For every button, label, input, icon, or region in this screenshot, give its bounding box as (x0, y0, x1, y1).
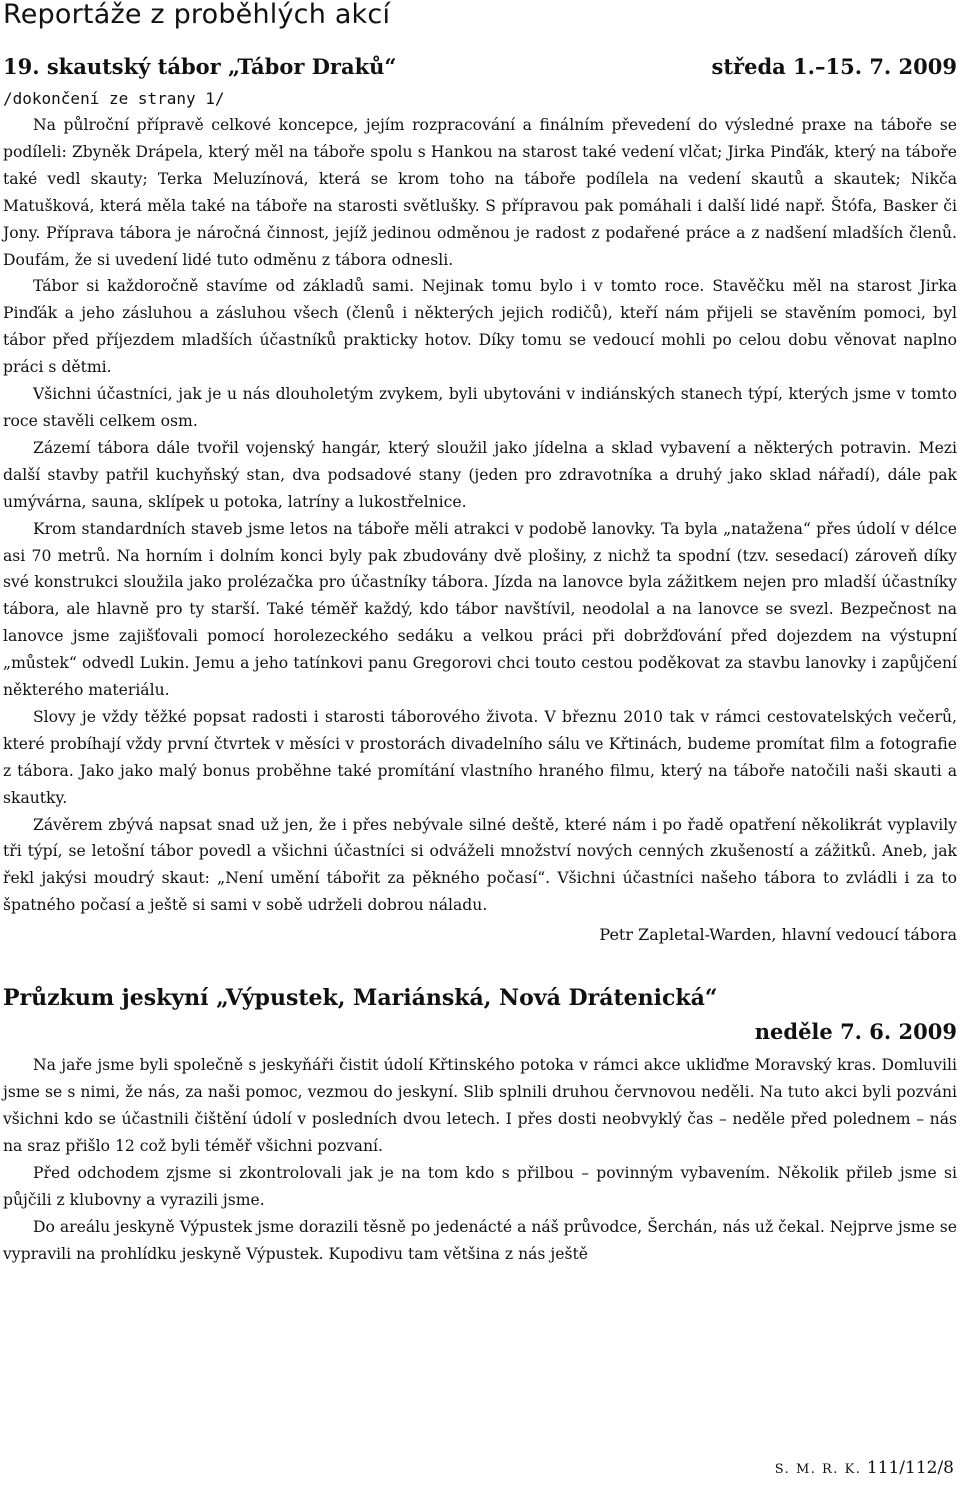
article1-paragraph: Tábor si každoročně stavíme od základů sami. Nejinak tomu bylo i v tomto roce. Stavěčku měl na starost Jirka Pinďák a jeho zásluhou a zásluhou všech (členů i některých jejich rodičů), kteří nám přijeli se stavěním pomoci, byl tábor před příjezdem mladších účastníků prakticky hotov. Díky tomu se vedoucí mohli po celou dobu věnovat naplno práci s dětmi. (3, 277, 957, 377)
page-number: 111/112/8 (866, 1458, 954, 1478)
publication-name: S. M. R. K. (774, 1462, 862, 1477)
article2-paragraph: Na jaře jsme byli společně s jeskyňáři čistit údolí Křtinského potoka v rámci akce ukliďme Moravský kras. Domluvili jsme se s nimi, že nás, za naši pomoc, vezmou do jeskyní. Slib splnili druhou červnovou neděli. Na tuto akci byli pozváni všichni kdo se účastnili čištění údolí v posledních dvou letech. I přes dosti neobvyklý čas – neděle před polednem – nás na sraz přišlo 12 což byli téměř všichni pozvaní. (3, 1056, 957, 1155)
article2-paragraph: Do areálu jeskyně Výpustek jsme dorazili těsně po jedenácté a náš průvodce, Šerchán, nás už čekal. Nejprve jsme se vypravili na prohlídku jeskyně Výpustek. Kupodivu tam většina z nás ještě (3, 1217, 957, 1263)
article2-paragraph: Před odchodem zjsme si zkontrolovali jak je na tom kdo s přilbou – povinným vybavením. Několik přileb jsme si půjčili z klubovny a vyrazili jsme. (3, 1163, 957, 1209)
article2-title: Průzkum jeskyní „Výpustek, Mariánská, Nová Drátenická“ (3, 985, 718, 1012)
article1-paragraph: Závěrem zbývá napsat snad už jen, že i přes nebývale silné deště, které nám i po řadě opatření několikrát vyplavily tři týpí, se letošní tábor povedl a všichni účastníci si odváželi množství nových cenných zkušeností a zážitků. Aneb, jak řekl jakýsi moudrý skaut: „Není umění tábořit za pěkného počasí“. Všichni účastníci našeho tábora to zvládli i za to špatného počasí a ještě si sami v sobě udrželi dobrou náladu. (3, 815, 957, 915)
article1-paragraph: Krom standardních staveb jsme letos na táboře měli atrakci v podobě lanovky. Ta byla „natažena“ přes údolí v délce asi 70 metrů. Na horním i dolním konci byly pak zbudovány dvě plošiny, z nichž ta spodní (tzv. sesedací) zároveň díky své konstrukci sloužila jako prolézačka pro účastníky tábora. Jízda na lanovce byla zážitkem nejen pro mladší účastníky tábora, ale hlavně pro ty starší. Také téměř každý, kdo tábor navštívil, neodolal a na lanovce se svezl. Bezpečnost na lanovce jsme zajišťovali pomocí horolezeckého sedáku a velkou práci při dobržďování před dojezdem na výstupní „můstek“ odvedl Lukin. Jemu a jeho tatínkovi panu Gregorovi chci touto cestou poděkovat za stavbu lanovky i zapůjčení některého materiálu. (3, 519, 957, 700)
article1-body (3, 112, 957, 919)
article1-paragraph: Na půlroční přípravě celkové koncepce, jejím rozpracování a finálním převedení do výsledné praxe na táboře se podíleli: Zbyněk Drápela, který měl na táboře spolu s Hankou na starost také vedení vlčat; Jirka Pinďák, který na táboře také vedl skauty; Terka Meluzínová, která se krom toho na táboře podílela na vedení skautů a skautek; Nikča Matušková, která měla také na táboře na starosti světlušky. S přípravou pak pomáhali i další lidé např. Štófa, Basker či Jony. Příprava tábora je náročná činnost, jejíž jedinou odměnou je radost z podařené práce a z nadšení mladších členů. Doufám, že si uvedení lidé tuto odměnu z tábora odnesli. (3, 116, 957, 269)
article1-header (3, 54, 957, 84)
article1-title: 19. skautský tábor „Tábor Draků“ (3, 54, 397, 79)
continuation-note: /dokončení ze strany 1/ (3, 89, 225, 108)
article1-paragraph: Zázemí tábora dále tvořil vojenský hangár, který sloužil jako jídelna a sklad vybavení a některých potravin. Mezi další stavby patřil kuchyňský stan, dva podsadové stany (jeden pro zdravotníka a druhý jako sklad nářadí), dále pak umývárna, sauna, sklípek u potoka, latríny a lukostřelnice. (3, 438, 957, 511)
article2-date: neděle 7. 6. 2009 (754, 1019, 957, 1045)
article1-paragraph: Slovy je vždy těžké popsat radosti i starosti táborového života. V březnu 2010 tak v rámci cestovatelských večerů, které probíhají vždy první čtvrtek v měsíci v prostorách divadelního sálu ve Křtinách, budeme promítat film a fotografie z tábora. Jako jako malý bonus proběhne také promítání vlastního hraného filmu, který na táboře natočili naši skauti a skautky. (3, 707, 957, 807)
section-title: Reportáže z proběhlých akcí (3, 0, 391, 30)
document-page (3, 0, 957, 1267)
article2-body (3, 1052, 957, 1267)
page-footer (775, 1458, 954, 1478)
article1-date: středa 1.–15. 7. 2009 (711, 54, 957, 79)
article1-paragraph: Všichni účastníci, jak je u nás dlouholetým zvykem, byli ubytováni v indiánských stanech týpí, kterých jsme v tomto roce stavěli celkem osm. (3, 385, 957, 430)
article1-signature: Petr Zapletal-Warden, hlavní vedoucí tábora (599, 925, 957, 945)
